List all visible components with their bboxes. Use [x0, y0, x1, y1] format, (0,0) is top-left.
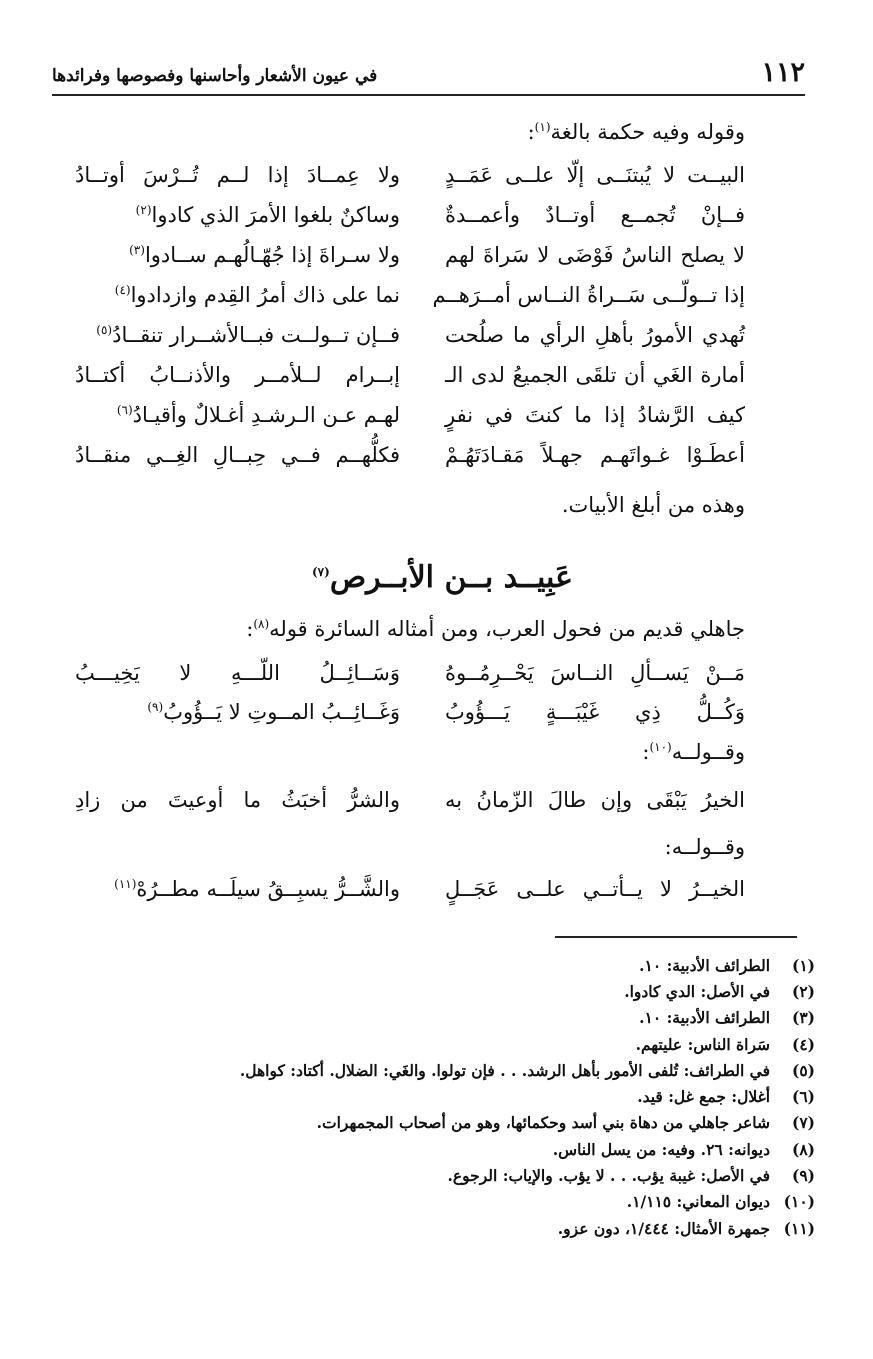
intro-text: وقــولــه: [671, 740, 745, 764]
verse-second-hemistich: [75, 661, 400, 685]
outro-line: وهذه من أبلغ الأبيات.: [561, 493, 745, 517]
footnote-text: في الطرائف: تُلفى الأمور بأهل الرشد. . . فإن تولوا. والغَي: الضلال. أكتاد: كواهل.: [239, 1060, 770, 1080]
verse-row: [110, 203, 745, 243]
footnote-ref: (٣): [129, 243, 145, 257]
footnote-text: في الأصل: غيبة يؤب. . . لا يؤب. والإياب: الرجوع.: [447, 1166, 770, 1186]
intro-colon: :: [642, 740, 650, 764]
verse-row: [110, 243, 745, 283]
footnote-text: سَراة الناس: عليتهم.: [635, 1034, 770, 1054]
verse-row: [75, 163, 745, 203]
verse-row: [75, 661, 745, 701]
footnote-text: جمهرة الأمثال: ١/٤٤٤، دون عزو.: [557, 1218, 770, 1238]
intro-text: وقــولــه: [671, 835, 745, 859]
intro-line-3: [642, 740, 745, 764]
footnote-number: (٩): [791, 1166, 815, 1186]
footnote: [55, 1189, 815, 1215]
footnote-text: أغلال: جمع غل: قيد.: [637, 1087, 770, 1107]
verse-row: [75, 443, 745, 483]
footnote: [55, 978, 815, 1004]
footnote-number: (٢): [791, 981, 815, 1001]
verse-first-hemistich: وَكُــلُّ ذِي غَيْبَـــةٍ يَـــؤُوبُ: [445, 700, 745, 724]
section-title-text: عَبِيــد بــن الأبــرص: [329, 560, 573, 595]
footnote: [55, 1057, 815, 1083]
intro-colon: :: [527, 120, 535, 144]
footnote-ref: (٥): [96, 323, 113, 337]
verse-second-hemistich: [75, 283, 400, 307]
footnote-text: شاعر جاهلي من دهاة بني أسد وحكمائها، وهو من أصحاب المجمهرات.: [316, 1113, 770, 1133]
footnote: [55, 1083, 815, 1109]
intro-line-1: [528, 120, 745, 144]
verse-row: [75, 363, 745, 403]
verse-first-hemistich: إذا تــولّــى سَــراةُ النــاس أمــرَهــم: [432, 283, 745, 307]
footnote-text: الطرائف الأدبية: ١٠.: [639, 955, 770, 975]
verse-row: [110, 283, 745, 323]
footnote-text: ديوانه: ٢٦. وفيه: من يسل الناس.: [552, 1139, 770, 1159]
verse-text: ولا عِمــادَ إذا لــم تُــرْسَ أوتــادُ: [75, 163, 400, 187]
verse-text: وساكنٌ بلغوا الأمرَ الذي كادوا: [151, 203, 400, 227]
verse-second-hemistich: [75, 700, 400, 724]
verse-text: ولا سـراةَ إذا جُهّـالُهـم ســادوا: [144, 243, 400, 267]
footnote-number: (٤): [791, 1034, 815, 1054]
footnote-ref: (٩): [147, 700, 164, 714]
verse-second-hemistich: [75, 877, 400, 901]
footnote: [55, 1110, 815, 1136]
verse-second-hemistich: [75, 443, 400, 467]
footnote: [55, 952, 815, 978]
footnote-number: (١): [791, 955, 815, 975]
verse-second-hemistich: [75, 323, 400, 347]
footnote-ref: (٨): [253, 617, 270, 631]
intro-line-2: [246, 617, 745, 641]
page-number: ١١٢: [761, 57, 805, 88]
verse-text: نما على ذاك أمرُ القِدم وازدادوا: [130, 283, 400, 307]
footnote-ref: (١١): [114, 877, 137, 891]
footnote-ref: (٦): [116, 403, 133, 417]
verse-second-hemistich: [75, 363, 400, 387]
verse-second-hemistich: [75, 163, 400, 187]
footnote-ref: (٧): [311, 565, 330, 579]
footnote-number: (٨): [791, 1139, 815, 1159]
footnote-divider: [555, 936, 797, 938]
verse-first-hemistich: فــإنْ تُجمــع أوتــادٌ وأعمــدةٌ: [445, 203, 745, 227]
footnote-ref: (١٠): [649, 740, 672, 754]
intro-colon: :: [246, 617, 254, 641]
verse-row: [75, 788, 745, 828]
verse-text: والشرُّ أخبَثُ ما أوعيتَ من زادِ: [75, 788, 400, 812]
section-title: [312, 560, 573, 595]
intro-text: وقوله وفيه حكمة بالغة: [550, 120, 745, 144]
verse-second-hemistich: [75, 243, 400, 267]
page-header: [52, 52, 805, 96]
footnote-number: (٦): [791, 1087, 815, 1107]
verse-first-hemistich: مَــنْ يَســألِ النــاسَ يَحْــرِمُــوهُ: [445, 661, 745, 685]
footnote: [55, 1162, 815, 1188]
footnote-text: في الأصل: الدي كادوا.: [624, 981, 770, 1001]
footnote-text: الطرائف الأدبية: ١٠.: [639, 1008, 770, 1028]
footnote-number: (٣): [791, 1008, 815, 1028]
intro-colon: :: [664, 835, 672, 859]
footnote: [55, 1136, 815, 1162]
verse-first-hemistich: أعطَـوْا غـواتَهـم جهـلاً مَقـادَتَهُـمْ: [445, 443, 745, 467]
verse-row: [110, 403, 745, 443]
verse-text: فــإن تــولــت فبــالأشــرار تنقــادُ: [112, 323, 400, 347]
verse-row: [110, 877, 745, 917]
footnote-ref: (١): [534, 120, 551, 134]
footnote: [55, 1031, 815, 1057]
footnote-text: ديوان المعاني: ١/١١٥.: [626, 1192, 770, 1212]
footnotes: [55, 952, 815, 1241]
verse-text: لهـم عـن الـرشـدِ أغـلالٌ وأقيـادُ: [132, 403, 400, 427]
footnote-number: (٧): [791, 1113, 815, 1133]
intro-text: جاهلي قديم من فحول العرب، ومن أمثاله السائرة قوله: [269, 617, 745, 641]
verse-row: [110, 700, 745, 740]
verse-second-hemistich: [75, 788, 400, 812]
verse-text: وَغَــائِــبُ المــوتِ لا يَــؤُوبُ: [163, 700, 400, 724]
verse-second-hemistich: [75, 403, 400, 427]
footnote-number: (١١): [783, 1218, 815, 1238]
verse-first-hemistich: الخيــرُ لا يــأتــي علــى عَجَــلٍ: [445, 877, 745, 901]
verse-first-hemistich: أمارة الغَي أن تلقَى الجميعُ لدى الـ: [445, 363, 745, 387]
verse-second-hemistich: [75, 203, 400, 227]
verse-text: وَسَــائِــلُ اللّـــهِ لا يَخِيـــبُ: [75, 661, 400, 685]
verse-text: والشَّــرُّ يسبِــقُ سيلَــه مطــرُهْ: [136, 877, 400, 901]
footnote-ref: (٢): [135, 203, 152, 217]
verse-row: [96, 323, 745, 363]
footnote-number: (١٠): [783, 1192, 815, 1212]
intro-line-4: [665, 835, 745, 859]
verse-first-hemistich: لا يصلح الناسُ فَوْضَى لا سَراةَ لهم: [445, 243, 745, 267]
footnote: [55, 1215, 815, 1241]
running-title: في عيون الأشعار وأحاسنها وفصوصها وفرائدها: [52, 66, 378, 86]
verse-first-hemistich: الخيرُ يَبْقَى وإن طالَ الزّمانُ به: [445, 788, 745, 812]
verse-first-hemistich: تُهدي الأمورُ بأهلِ الرأي ما صلُحت: [445, 323, 745, 347]
verse-text: إبــرام لــلأمــر والأذنــابُ أكتــادُ: [75, 363, 400, 387]
verse-first-hemistich: كيف الرَّشادُ إذا ما كنتَ في نفرٍ: [445, 403, 745, 427]
verse-text: فكلُّهــم فــي حِبــالِ الغِــي منقــادُ: [75, 443, 400, 467]
footnote: [55, 1005, 815, 1031]
footnote-ref: (٤): [114, 283, 131, 297]
verse-first-hemistich: البيــت لا يُبتنَــى إلّا علــى عَمَــدٍ: [445, 163, 745, 187]
footnote-number: (٥): [791, 1060, 815, 1080]
